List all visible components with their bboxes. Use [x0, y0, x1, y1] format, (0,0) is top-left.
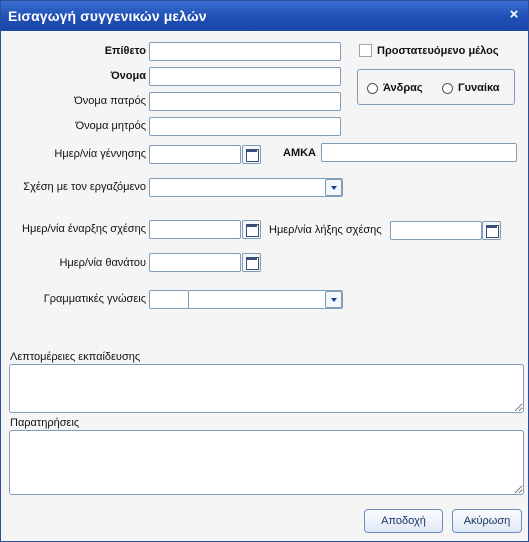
calendar-icon[interactable] — [242, 145, 261, 164]
literacy-label: Γραμματικές γνώσεις — [43, 293, 146, 305]
ok-button[interactable]: Αποδοχή — [364, 509, 443, 533]
father-name-label: Όνομα πατρός — [74, 95, 146, 107]
calendar-icon[interactable] — [242, 253, 261, 272]
title-bar[interactable] — [1, 1, 528, 31]
father-name-input[interactable] — [149, 92, 341, 111]
relation-end-input[interactable] — [390, 221, 482, 240]
gender-radio-female[interactable] — [442, 83, 453, 94]
protected-member-label: Προστατευόμενο μέλος — [377, 45, 499, 57]
relation-select[interactable] — [149, 178, 343, 197]
death-date-input[interactable] — [149, 253, 241, 272]
close-icon[interactable]: × — [509, 6, 519, 23]
amka-label: ΑΜΚΑ — [283, 147, 316, 159]
education-details-label: Λεπτομέρειες εκπαίδευσης — [10, 351, 141, 363]
gender-label-male: Άνδρας — [383, 82, 423, 94]
birth-date-label: Ημερ/νία γέννησης — [54, 148, 146, 160]
gender-label-female: Γυναίκα — [458, 82, 500, 94]
birth-date-input[interactable] — [149, 145, 241, 164]
mother-name-label: Όνομα μητρός — [75, 120, 146, 132]
notes-label: Παρατηρήσεις — [10, 417, 80, 429]
literacy-code-input[interactable] — [149, 290, 189, 309]
chevron-down-icon[interactable] — [325, 291, 342, 308]
literacy-select[interactable] — [188, 290, 343, 309]
name-label: Όνομα — [110, 70, 146, 82]
mother-name-input[interactable] — [149, 117, 341, 136]
relation-end-label: Ημερ/νία λήξης σχέσης — [269, 224, 382, 236]
cancel-button[interactable]: Ακύρωση — [452, 509, 522, 533]
relation-label: Σχέση με τον εργαζόμενο — [23, 181, 146, 193]
death-date-label: Ημερ/νία θανάτου — [59, 257, 146, 269]
gender-group — [357, 69, 515, 105]
education-details-textarea[interactable] — [9, 364, 524, 413]
surname-label: Επίθετο — [104, 45, 146, 57]
window-title: Εισαγωγή συγγενικών μελών — [8, 8, 207, 24]
form-body — [1, 31, 528, 541]
chevron-down-icon[interactable] — [325, 179, 342, 196]
protected-member-checkbox[interactable] — [359, 44, 372, 57]
notes-textarea[interactable] — [9, 430, 524, 495]
relation-start-label: Ημερ/νία έναρξης σχέσης — [22, 223, 146, 235]
calendar-icon[interactable] — [482, 221, 501, 240]
amka-input[interactable] — [321, 143, 517, 162]
relation-start-input[interactable] — [149, 220, 241, 239]
surname-input[interactable] — [149, 42, 341, 61]
name-input[interactable] — [149, 67, 341, 86]
calendar-icon[interactable] — [242, 220, 261, 239]
gender-radio-male[interactable] — [367, 83, 378, 94]
